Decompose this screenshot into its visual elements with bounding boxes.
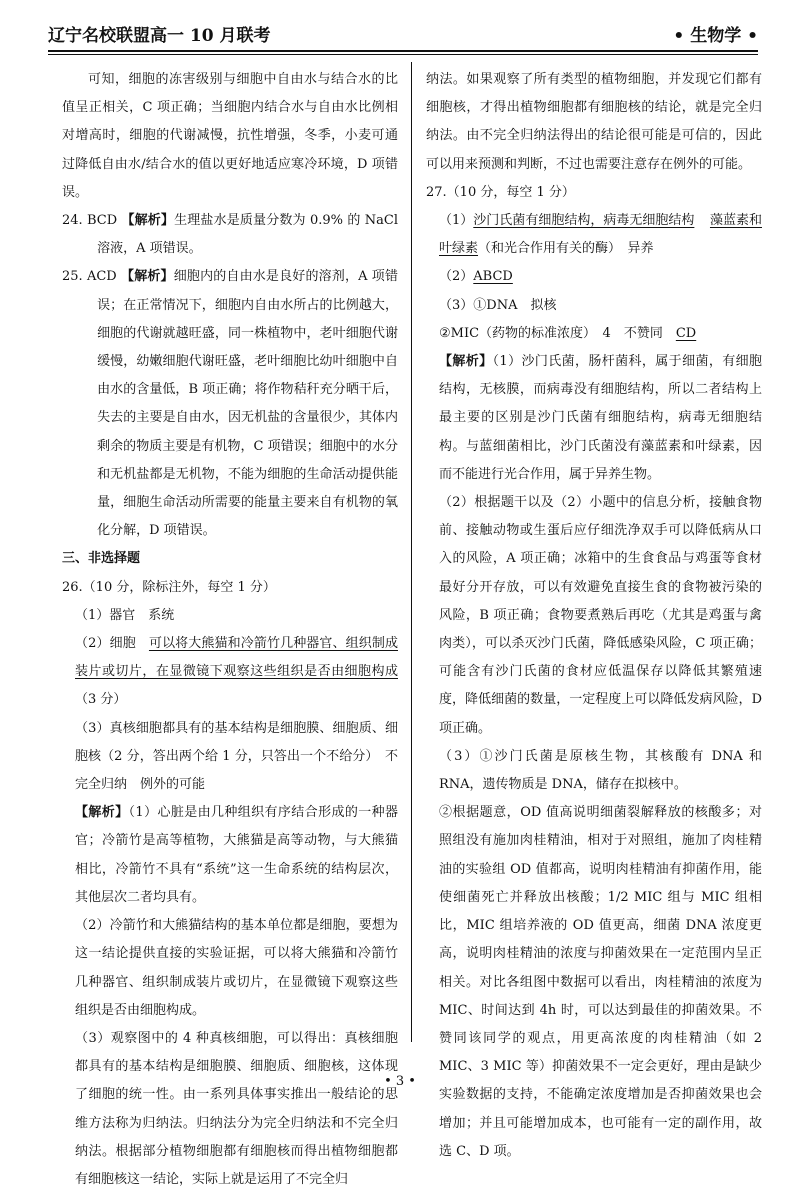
answer-26-3: （3）真核细胞都具有的基本结构是细胞膜、细胞质、细胞核（2 分，答出两个给 1 分，只答出一个不给分） 不完全归纳 例外的可能 bbox=[75, 720, 398, 793]
answer-27-4: ②MIC（药物的标准浓度） 4 不赞同 CD bbox=[439, 325, 697, 341]
exam-title: 辽宁名校联盟高一 10 月联考 bbox=[48, 26, 271, 46]
question-27-header: 27.（10 分，每空 1 分） bbox=[426, 184, 575, 200]
column-divider bbox=[411, 62, 412, 1042]
subject-label: • 生物学 • bbox=[673, 26, 758, 46]
explanation-27-2: （2）根据题干以及（2）小题中的信息分析，接触食物前、接触动物或生蛋后应仔细洗净双手可以降低病从口入的风险，A 项正确；冰箱中的生食食品与鸡蛋等食材最好分开存放，可以有效避免直接生食的食物被污染的风险，B 项正确；食物要煮熟后再吃（尤其是鸡蛋与禽肉类），可以杀灭沙门氏菌，降低感染风险，C 项正确；可能含有沙门氏菌的食材应低温保存以降低其繁殖速度，降低细菌的数量，一定程度上可以降低发病风险，D 项正确。 bbox=[439, 495, 762, 736]
explanation-26-3: （3）观察图中的 4 种真核细胞，可以得出：真核细胞都具有的基本结构是细胞膜、细胞质、细胞核，这体现了细胞的统一性。由一系列具体事实推出一般结论的思维方法称为归纳法。归纳法分为完全归纳法和不完全归纳法。根据部分植物细胞都有细胞核而得出植物细胞都有细胞核这一结论，实际上就是运用了不完全归 bbox=[75, 1030, 398, 1187]
page-header bbox=[48, 12, 758, 46]
explanation-27-4: ②根据题意，OD 值高说明细菌裂解释放的核酸多；对照组没有施加肉桂精油，相对于对照组，施加了肉桂精油的实验组 OD 值都高，说明肉桂精油有抑菌作用，能使细菌死亡并释放出核酸；1/2 MIC 组与 MIC 组相比，MIC 组培养液的 OD 值更高，细菌 DNA 浓度更高，说明肉桂精油的浓度与抑菌效果在一定范围内呈正相关。对比各组图中数据可以看出，肉桂精油的浓度为 MIC、时间达到 4h 时，可以达到最佳的抑菌效果。不赞同该同学的观点，用更高浓度的肉桂精油（如 2 MIC、3 MIC 等）抑菌效果不一定会更好，理由是缺少实验数据的支持，不能确定浓度增加是否抑菌效果也会增加；并且可能增加成本，也可能有一定的副作用，故选 C、D 项。 bbox=[439, 805, 762, 1159]
continuation-paragraph: 可知，细胞的冻害级别与细胞中自由水与结合水的比值呈正相关，C 项正确；当细胞内结合水与自由水比例相对增高时，细胞的代谢减慢，抗性增强，冬季，小麦可通过降低自由水/结合水的值以更好地适应寒冷环境，D 项错误。 bbox=[62, 72, 398, 200]
explanation-26-2: （2）冷箭竹和大熊猫结构的基本单位都是细胞，要想为这一结论提供直接的实验证据，可以将大熊猫和冷箭竹几种器官、组织制成装片或切片，在显微镜下观察这些组织是否由细胞构成。 bbox=[75, 918, 398, 1018]
answer-24: 24. BCD 【解析】生理盐水是质量分数为 0.9% 的 NaCl 溶液，A 项错误。 bbox=[62, 213, 399, 257]
continuation-paragraph: 纳法。如果观察了所有类型的植物细胞，并发现它们都有细胞核，才得出植物细胞都有细胞核的结论，就是完全归纳法。由不完全归纳法得出的结论很可能是可信的，因此可以用来预测和判断，不过也需要注意存在例外的可能。 bbox=[426, 72, 762, 172]
answer-27-1: （1）沙门氏菌有细胞结构，病毒无细胞结构 藻蓝素和叶绿素（和光合作用有关的酶） 异养 bbox=[439, 213, 762, 257]
left-column bbox=[62, 66, 398, 1194]
header-rule-thin bbox=[48, 54, 758, 55]
question-26-header: 26.（10 分，除标注外，每空 1 分） bbox=[62, 579, 276, 595]
header-rule bbox=[48, 50, 758, 52]
explanation-27-1: 【解析】（1）沙门氏菌，肠杆菌科，属于细菌，有细胞结构，无核膜，而病毒没有细胞结构，所以二者结构上最主要的区别是沙门氏菌有细胞结构，病毒无细胞结构。与蓝细菌相比，沙门氏菌没有藻蓝素和叶绿素，因而不能进行光合作用，属于异养生物。 bbox=[439, 354, 762, 482]
answer-27-3: （3）①DNA 拟核 bbox=[439, 297, 557, 313]
section-heading: 三、非选择题 bbox=[62, 551, 141, 567]
answer-26-2: （2）细胞 可以将大熊猫和冷箭竹几种器官、组织制成装片或切片，在显微镜下观察这些组织是否由细胞构成（3 分） bbox=[75, 636, 398, 708]
page-number: • 3 • bbox=[384, 1074, 416, 1089]
answer-25: 25. ACD 【解析】细胞内的自由水是良好的溶剂，A 项错误；在正常情况下，细胞内自由水所占的比例越大，细胞的代谢就越旺盛，同一株植物中，老叶细胞代谢缓慢，幼嫩细胞代谢旺盛，老叶细胞比幼叶细胞中自由水的含量低，B 项正确；将作物秸秆充分晒干后，失去的主要是自由水，因无机盐的含量很少，其体内剩余的物质主要是有机物，C 项错误；细胞中的水分和无机盐都是无机物，不能为细胞的生命活动提供能量，细胞生命活动所需要的能量主要来自有机物的氧化分解，D 项错误。 bbox=[62, 269, 398, 539]
explanation-26-1: 【解析】（1）心脏是由几种组织有序结合形成的一种器官；冷箭竹是高等植物，大熊猫是高等动物，与大熊猫相比，冷箭竹不具有“系统”这一生命系统的结构层次，其他层次二者均具有。 bbox=[75, 805, 398, 905]
right-column bbox=[426, 66, 762, 1166]
answer-26-1: （1）器官 系统 bbox=[75, 607, 175, 623]
answer-27-2: （2）ABCD bbox=[439, 269, 513, 285]
explanation-27-3: （3）①沙门氏菌是原核生物，其核酸有 DNA 和 RNA，遗传物质是 DNA，储存在拟核中。 bbox=[439, 748, 762, 793]
